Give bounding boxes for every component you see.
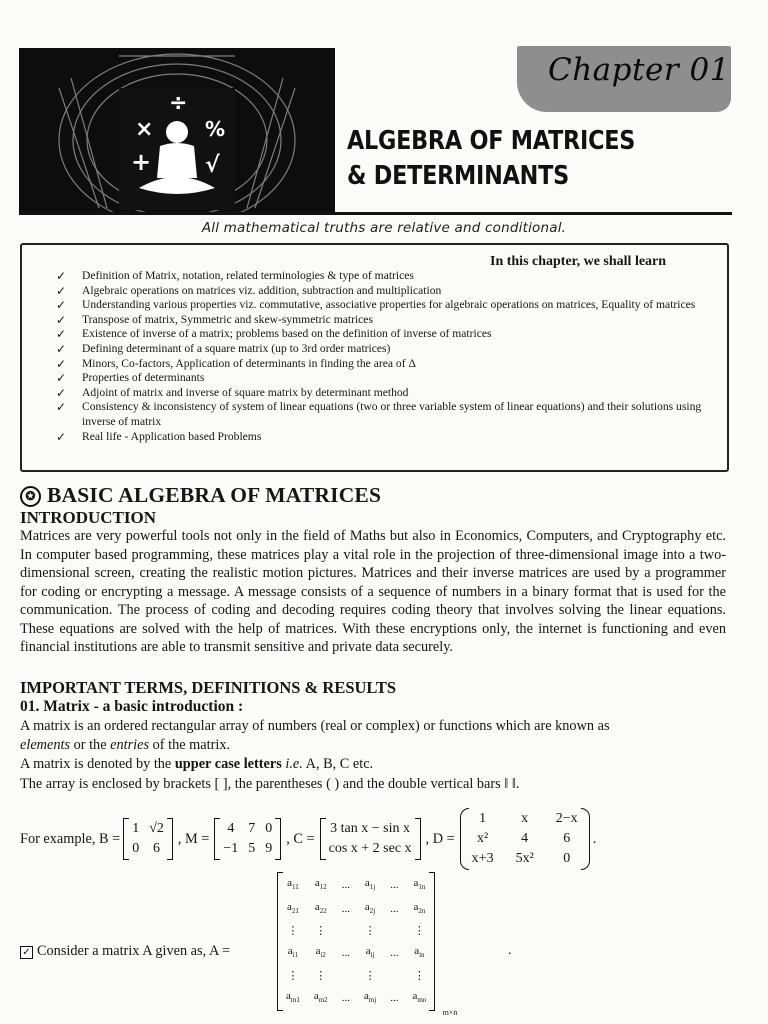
introduction-heading: INTRODUCTION — [20, 508, 157, 527]
text-or: or the — [70, 737, 111, 753]
definition-line-2 — [20, 737, 230, 754]
matrix-d-grid — [469, 808, 581, 870]
list-item: ✓ Existence of inverse of a matrix; problems based on the definition of inverse of matrices — [56, 327, 720, 342]
chapter-title — [347, 124, 635, 194]
example-label: For example, B = — [20, 830, 121, 847]
definition-line-3 — [20, 756, 373, 773]
matrix-entry: 2−x — [555, 811, 578, 826]
meditation-math-icon — [19, 48, 335, 215]
matrix-entry: x — [521, 811, 529, 826]
svg-text:√: √ — [205, 153, 220, 178]
chapter-quote: All mathematical truths are relative and conditional. — [201, 220, 567, 236]
matrix-a-end-dot: . — [508, 943, 512, 958]
matrix-entry: $a_{m1}$ — [286, 989, 300, 1004]
definition-line-1: A matrix is an ordered rectangular array of numbers (real or complex) or functions which are known as — [20, 718, 610, 734]
matrix-entry: ⋮ — [287, 969, 299, 982]
matrix-entry: ... — [390, 879, 399, 892]
matrix-entry: $a_{m2}$ — [313, 989, 328, 1004]
section-heading — [20, 483, 381, 508]
list-item: ✓ Transpose of matrix, Symmetric and skew-symmetric matrices — [56, 313, 720, 328]
matrix-m-grid — [220, 818, 275, 860]
text-abc: A, B, C etc. — [302, 756, 374, 772]
matrix-c — [320, 818, 421, 860]
example-end: . — [592, 830, 597, 847]
list-item: ✓ Minors, Co-factors, Application of determinants in finding the area of Δ — [56, 357, 720, 372]
list-item: ✓ Defining determinant of a square matrix (up to 3rd order matrices) — [56, 342, 720, 357]
matrix-entry: ⋮ — [364, 969, 376, 982]
svg-text:÷: ÷ — [169, 91, 188, 116]
list-item: ✓ Definition of Matrix, notation, related terminologies & type of matrices — [56, 269, 720, 284]
matrix-entry: $a_{12}$ — [314, 877, 327, 892]
chapter-number: Chapter 01 — [548, 52, 730, 88]
section-heading-text: BASIC ALGEBRA OF MATRICES — [47, 483, 382, 507]
matrix-entry: $a_{i1}$ — [287, 945, 299, 960]
matrix-entry: 0 — [132, 841, 140, 856]
matrix-m — [214, 818, 281, 860]
matrix-intro-heading: 01. Matrix - a basic introduction : — [20, 698, 244, 715]
matrix-entry: ⋮ — [315, 969, 327, 982]
matrix-entry: 3 tan x − sin x — [330, 821, 410, 836]
learning-objectives-heading: In this chapter, we shall learn — [490, 254, 667, 269]
matrix-entry: $a_{11}$ — [287, 877, 299, 892]
matrix-entry: 0 — [265, 821, 273, 836]
consider-line — [20, 943, 230, 960]
list-item: ✓ Real life - Application based Problems — [56, 430, 720, 445]
matrix-examples — [20, 808, 596, 870]
terms-heading: IMPORTANT TERMS, DEFINITIONS & RESULTS — [20, 678, 397, 697]
checkbox-icon: ✓ — [20, 946, 33, 959]
matrix-entry: $a_{mn}$ — [412, 989, 427, 1004]
label-m: , M = — [177, 830, 210, 847]
matrix-b — [123, 818, 173, 860]
matrix-entry: ⋮ — [287, 925, 299, 938]
matrix-entry: x² — [477, 831, 489, 846]
matrix-entry: 7 — [248, 821, 256, 836]
header-divider — [19, 212, 732, 215]
chapter-title-line2: & DETERMINANTS — [347, 161, 569, 191]
matrix-entry: 5 — [248, 841, 256, 856]
matrix-entry: ... — [390, 903, 399, 916]
chapter-banner-image — [19, 48, 335, 215]
matrix-entry: cos x + 2 sec x — [328, 841, 412, 856]
matrix-entry: √2 — [149, 821, 164, 836]
matrix-entry: 5x² — [515, 851, 534, 866]
matrix-entry: x+3 — [471, 851, 494, 866]
matrix-entry: ... — [341, 991, 350, 1004]
matrix-entry: $a_{22}$ — [314, 901, 327, 916]
introduction-paragraph: Matrices are very powerful tools not only in the field of Maths but also in Economics, Computers, and Cryptography etc. In computer based programming, these matrices play a vital role in the projection of three-dimensional image into a two-dimensional screen, creating the realistic motion pictures. Matrices and their inverse matrices are used by a programmer for coding or encrypting a message. A message consists of a sequence of numbers in a binary format that is used for the communication. The process of coding and decoding requires coding theory that involves solving the linear equations. These equations are solved with the help of matrices. With these encryptions only, the internet is functioning and even financial institutions are able to transmit sensitive and private data securely. — [20, 528, 726, 655]
svg-text:+: + — [131, 148, 152, 176]
matrix-entry: 4 — [227, 821, 235, 836]
matrix-a-grid — [283, 872, 429, 1011]
consider-text: Consider a matrix A given as, A = — [37, 943, 231, 959]
label-c: , C = — [286, 830, 315, 847]
list-item: ✓ Adjoint of matrix and inverse of square matrix by determinant method — [56, 386, 720, 401]
chapter-title-line1: ALGEBRA OF MATRICES — [347, 126, 636, 156]
matrix-entry: $a_{mj}$ — [363, 989, 377, 1004]
matrix-entry: ⋮ — [364, 925, 376, 938]
matrix-entry: $a_{2n}$ — [413, 901, 426, 916]
text-denoted: A matrix is denoted by the — [20, 756, 175, 772]
matrix-d — [460, 808, 590, 870]
star-bullet-icon: ✪ — [20, 486, 41, 507]
definition-line-4: The array is enclosed by brackets [ ], the parentheses ( ) and the double vertical bars ‖ ‖. — [20, 776, 520, 792]
matrix-entry: $a_{1j}$ — [364, 877, 376, 892]
matrix-entry: 6 — [563, 831, 571, 846]
matrix-entry: 9 — [265, 841, 273, 856]
matrix-entry: 4 — [521, 831, 529, 846]
matrix-entry: ... — [341, 879, 350, 892]
term-elements: elements — [20, 737, 71, 753]
matrix-entry: ⋮ — [315, 925, 327, 938]
matrix-entry: ... — [341, 947, 350, 960]
term-entries: entries — [110, 737, 150, 753]
matrix-entry: ⋮ — [413, 925, 425, 938]
matrix-b-grid — [129, 818, 167, 860]
text-ie: i.e. — [281, 756, 303, 772]
label-d: , D = — [425, 830, 455, 847]
matrix-entry: $a_{1n}$ — [413, 877, 426, 892]
text-of-matrix: of the matrix. — [149, 737, 231, 753]
matrix-entry: 6 — [153, 841, 161, 856]
list-item: ✓ Properties of determinants — [56, 371, 720, 386]
svg-text:×: × — [135, 117, 154, 142]
list-item: ✓ Consistency & inconsistency of system of linear equations (two or three variable system of linear equations) and their solutions using inverse of matrix — [56, 400, 720, 429]
matrix-a-wrapper — [277, 872, 458, 1017]
matrix-entry: 1 — [132, 821, 140, 836]
matrix-entry: −1 — [223, 841, 239, 856]
matrix-entry: ... — [390, 991, 399, 1004]
matrix-entry: $a_{ij}$ — [365, 945, 375, 960]
list-item: ✓ Understanding various properties viz. commutative, associative properties for algebraic operations on matrices, Equality of matrices — [56, 298, 720, 313]
term-upper-case: upper case letters — [174, 756, 282, 772]
matrix-c-grid — [326, 818, 415, 860]
svg-text:%: % — [205, 117, 226, 141]
matrix-entry: $a_{21}$ — [286, 901, 299, 916]
matrix-a-order: m×n — [442, 1007, 458, 1017]
matrix-entry: 1 — [479, 811, 487, 826]
matrix-entry: 0 — [563, 851, 571, 866]
matrix-entry: $a_{2j}$ — [364, 901, 376, 916]
matrix-entry: ... — [341, 903, 350, 916]
matrix-entry: ⋮ — [413, 969, 425, 982]
list-item: ✓ Algebraic operations on matrices viz. addition, subtraction and multiplication — [56, 284, 720, 299]
matrix-entry: ... — [390, 947, 399, 960]
matrix-entry: $a_{i2}$ — [315, 945, 326, 960]
learning-objectives-list — [56, 269, 720, 444]
matrix-a — [277, 872, 458, 1017]
matrix-entry: $a_{in}$ — [414, 945, 425, 960]
